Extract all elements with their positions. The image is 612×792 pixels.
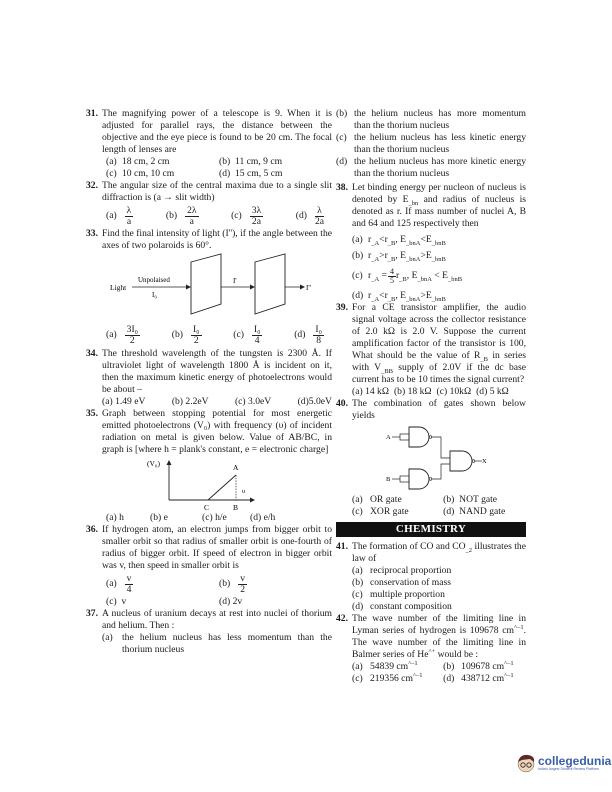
denominator: 8	[316, 334, 322, 346]
option-a[interactable]	[352, 565, 526, 577]
option-text: 14 kΩ	[365, 386, 389, 397]
i1-label: I'	[233, 277, 237, 285]
text-segment: would be :	[435, 649, 479, 660]
option-label: (a)	[352, 234, 363, 245]
question-38	[336, 182, 526, 302]
question-number: 41.	[336, 541, 348, 552]
text-segment: >E	[420, 250, 432, 261]
option-c[interactable]	[352, 589, 526, 601]
polaroid-1	[191, 254, 221, 314]
option-a[interactable]	[352, 234, 526, 246]
text-segment: r	[368, 290, 372, 301]
fraction	[238, 574, 247, 595]
option-text	[368, 270, 387, 282]
question-37-continued	[336, 108, 526, 180]
denominator: 2	[129, 334, 135, 346]
option-text: NAND gate	[459, 506, 506, 517]
superscript: ^–1	[412, 671, 423, 679]
option-text: the helium nucleus has less momentum than the thorium nucleus	[122, 632, 332, 655]
option-a[interactable]	[106, 512, 150, 524]
option-text: OR gate	[370, 494, 402, 505]
option-text: constant composition	[370, 601, 452, 612]
option-label: (b)	[171, 329, 183, 340]
option-label: (c)	[336, 132, 347, 143]
option-text: the helium nucleus has more momentum than the thorium nucleus	[354, 108, 526, 131]
polaroid-diagram	[100, 252, 330, 322]
option-label: (d)	[352, 290, 364, 301]
nand-gate-1	[409, 427, 429, 447]
option-text: 10kΩ	[449, 386, 472, 397]
question-number: 32.	[86, 180, 98, 191]
option-text: multiple proportion	[370, 589, 445, 600]
numerator: I₀	[253, 323, 261, 335]
text-segment: 219356 cm	[370, 673, 413, 684]
option-label: (c)	[352, 506, 363, 517]
subscript: _bnA	[406, 239, 421, 247]
option-c[interactable]	[106, 168, 219, 180]
option-a[interactable]	[106, 156, 219, 168]
option-d[interactable]	[476, 386, 509, 398]
superscript: ^–1	[504, 671, 514, 679]
option-label: (c)	[233, 329, 244, 340]
option-label: (d)	[219, 596, 231, 607]
option-a[interactable]	[352, 494, 443, 506]
option-b[interactable]	[150, 512, 202, 524]
fraction	[388, 268, 396, 285]
question-text: The combination of gates shown below yields	[352, 398, 526, 421]
denominator: 2a	[251, 215, 261, 227]
option-label: (b)	[219, 578, 231, 589]
question-number: 37.	[86, 608, 98, 619]
option-text: 3.0eV	[248, 396, 272, 407]
text-segment: and radius of nucleus is denoted as r. If mass number of nuclei A, B and 64 and 125 respectively then	[352, 194, 526, 229]
question-number: 31.	[86, 108, 98, 119]
question-text: The threshold wavelength of the tungsten is 2300 Å. If ultraviolet light of wavelength 1800 Å is incident on it, then the maximum kinetic energy of photoelectrons would be about –	[102, 348, 332, 395]
question-42	[336, 613, 526, 685]
option-label: (a)	[352, 565, 363, 576]
subscript: _A	[371, 255, 380, 263]
stopping-potential-graph	[102, 456, 302, 512]
option-text: v	[121, 596, 127, 607]
option-text: conservation of mass	[370, 577, 451, 588]
option-label: (a)	[106, 512, 117, 523]
option-c[interactable]	[437, 386, 472, 398]
option-a[interactable]	[106, 206, 133, 227]
numerator: 3I₀	[126, 323, 138, 335]
question-31	[86, 108, 332, 180]
option-text	[370, 661, 418, 672]
question-number: 36.	[86, 524, 98, 535]
option-label: (d)	[476, 386, 488, 397]
subscript: _B	[387, 295, 396, 303]
question-text: If hydrogen atom, an electron jumps from bigger orbit to smaller orbit so that radius of smaller orbit is one-fourth of radius of bigger orbit. If speed of electron in bigger orbit was v, then speed in smaller orbit is	[102, 524, 332, 571]
option-label: (c)	[352, 270, 363, 281]
point-b-label: B	[233, 503, 239, 512]
y-axis-label: (V₀)	[147, 459, 161, 468]
text-segment: . The wave number of the limiting line in Balmer series of He	[352, 625, 526, 660]
option-c[interactable]	[235, 396, 271, 408]
brand-name: collegedunia	[538, 753, 612, 768]
option-label: (d)	[352, 601, 364, 612]
x-axis-label: υ	[242, 488, 246, 495]
fraction	[185, 206, 198, 227]
option-text: e	[163, 512, 168, 523]
text-segment: <r	[379, 290, 388, 301]
option-label: (b)	[219, 156, 231, 167]
option-text: 1.49 eV	[115, 396, 146, 407]
text-segment: 54839 cm	[370, 661, 409, 672]
question-number: 42.	[336, 613, 348, 624]
text-segment: , E	[406, 270, 418, 281]
arrowhead	[186, 285, 191, 290]
subscript: _bnA	[406, 295, 421, 303]
subscript: _bn	[408, 199, 419, 207]
nand-gate-2	[409, 469, 429, 489]
option-label: (c)	[352, 673, 363, 684]
option-text: 10 cm, 10 cm	[122, 168, 175, 179]
option-label: (b)	[352, 577, 364, 588]
option-a[interactable]	[352, 661, 443, 673]
option-text: h	[119, 512, 124, 523]
option-label: (b)	[165, 210, 178, 221]
option-label: (d)	[294, 329, 306, 340]
option-label: (d)	[297, 396, 309, 407]
text-segment: illustrates the law of	[352, 541, 526, 564]
subscript: _BB	[381, 367, 394, 375]
text-segment: 438712 cm	[461, 673, 505, 684]
i2-label: I''	[306, 284, 311, 292]
text-segment: 109678 cm	[461, 661, 505, 672]
fraction	[313, 325, 324, 346]
option-c[interactable]	[231, 206, 263, 227]
option-label: (d)	[336, 156, 348, 167]
text-segment: , E	[395, 234, 407, 245]
option-text: 2.2eV	[185, 396, 209, 407]
option-text: reciprocal proportion	[370, 565, 452, 576]
option-text	[396, 270, 462, 282]
graph-line	[208, 475, 236, 500]
option-label: (c)	[234, 396, 246, 407]
subscript: _A	[371, 275, 380, 283]
option-d[interactable]	[298, 396, 332, 408]
denominator: 5	[389, 275, 394, 285]
question-41	[336, 541, 526, 613]
option-label: (c)	[202, 512, 213, 523]
option-d[interactable]	[219, 168, 332, 180]
question-number: 34.	[86, 348, 98, 359]
option-text: 18 cm, 2 cm	[122, 156, 170, 167]
text-segment: r	[368, 234, 372, 245]
option-label: (a)	[352, 661, 363, 672]
question-text: A nucleus of uranium decays at rest into nuclei of thorium and helium. Then :	[102, 608, 332, 631]
option-text: 2v	[232, 596, 243, 607]
option-label: (a)	[106, 210, 117, 221]
option-text: 5.0eV	[308, 396, 332, 407]
option-a[interactable]	[106, 325, 140, 346]
question-text	[352, 541, 526, 565]
option-label: (b)	[443, 661, 455, 672]
option-text: 11 cm, 9 cm	[235, 156, 283, 167]
fraction	[191, 325, 202, 346]
option-text: 5 kΩ	[489, 386, 509, 397]
option-b[interactable]	[219, 572, 332, 596]
option-text: h/e	[215, 512, 227, 523]
option-d[interactable]	[336, 156, 526, 180]
option-text: XOR gate	[370, 506, 409, 517]
option-b[interactable]	[336, 108, 526, 132]
option-c[interactable]	[352, 506, 443, 518]
option-label: (c)	[436, 386, 448, 397]
option-b[interactable]	[172, 325, 202, 346]
right-column	[336, 108, 526, 685]
denominator: 4	[254, 334, 260, 346]
numerator: λ	[317, 204, 322, 216]
subscript: _bnA	[417, 275, 432, 283]
brand-tagline: India's largest Student Review Platform	[538, 766, 599, 771]
text-segment: The formation of CO and CO	[352, 541, 466, 552]
input-a-label: A	[386, 434, 391, 441]
arrowhead	[250, 498, 255, 503]
superscript: ^–1	[504, 659, 514, 667]
option-label: (b)	[171, 396, 183, 407]
unpolarised-label: Unpolaised	[138, 276, 170, 284]
text-segment: supply of 2.0V if the dc base current has to be 10 times the signal current?	[352, 362, 526, 385]
option-text: 15 cm, 5 cm	[235, 168, 283, 179]
question-text: The angular size of the central maxima due to a single slit diffraction is (a → slit width)	[102, 180, 332, 203]
i0-label: I₀	[152, 291, 157, 299]
subscript: _bnB	[431, 255, 446, 263]
option-label: (b)	[443, 494, 455, 505]
superscript: ^+	[428, 647, 436, 655]
arrowhead	[300, 285, 305, 290]
light-label: Light	[110, 283, 127, 292]
text-segment: =	[379, 270, 387, 281]
subscript: _B	[480, 355, 488, 363]
text-segment: r	[368, 270, 372, 281]
option-text	[370, 673, 422, 684]
left-column	[86, 108, 332, 656]
denominator: 2a	[314, 215, 324, 227]
option-b[interactable]	[166, 206, 199, 227]
option-b[interactable]	[172, 396, 209, 408]
subscript: _B	[387, 239, 396, 247]
question-36	[86, 524, 332, 608]
option-text: the helium nucleus has less kinetic energy than the thorium nucleus	[354, 132, 526, 155]
option-c[interactable]	[106, 596, 219, 608]
option-a[interactable]	[352, 386, 389, 398]
input-b-block	[400, 476, 409, 482]
option-text	[368, 234, 446, 245]
text-segment: r	[368, 250, 372, 261]
option-text: e/h	[263, 512, 276, 523]
question-number: 35.	[86, 408, 98, 419]
option-label: (a)	[352, 494, 363, 505]
option-text	[368, 250, 446, 261]
question-text: Graph between stopping potential for most energetic emitted photoelectrons (V₀) with frequency (υ) of incident radiation on metal is given below. Value of AB/BC, in graph is [where h = plank's constant, e = electronic charge]	[102, 408, 332, 455]
text-segment: in series with V	[352, 350, 526, 373]
numerator: I₀	[192, 323, 200, 335]
denominator: 4	[126, 583, 132, 595]
option-label: (a)	[106, 578, 117, 589]
option-d[interactable]	[352, 601, 526, 613]
denominator: a	[126, 215, 132, 227]
option-a[interactable]	[106, 572, 219, 596]
fraction	[125, 206, 134, 227]
option-label: (d)	[295, 210, 307, 221]
option-d[interactable]	[352, 290, 526, 302]
option-a[interactable]	[102, 396, 145, 408]
mascot-icon	[516, 752, 536, 774]
point-a-label: A	[233, 463, 239, 472]
subscript: _A	[371, 239, 380, 247]
option-label: (b)	[352, 250, 364, 261]
numerator: 4	[389, 266, 394, 276]
arrowhead	[167, 460, 172, 465]
polaroid-2	[255, 254, 285, 314]
superscript: ^–1	[514, 623, 524, 631]
option-c[interactable]	[336, 132, 526, 156]
option-text: 18 kΩ	[407, 386, 432, 397]
text-segment: < E	[431, 270, 448, 281]
option-label: (d)	[250, 512, 262, 523]
question-number: 40.	[336, 398, 348, 409]
question-34	[86, 348, 332, 408]
option-text: NOT gate	[459, 494, 498, 505]
option-c[interactable]	[352, 673, 443, 685]
option-c[interactable]	[352, 266, 526, 286]
question-text	[352, 302, 526, 386]
superscript: ^–1	[408, 659, 418, 667]
option-b[interactable]	[352, 250, 526, 262]
subscript: _B	[387, 255, 396, 263]
option-text	[368, 290, 446, 301]
option-b[interactable]	[443, 494, 526, 506]
option-label: (c)	[352, 589, 363, 600]
option-label: (b)	[150, 512, 162, 523]
text-segment: r	[395, 270, 400, 281]
input-a-block	[400, 434, 409, 440]
arrowhead	[250, 285, 255, 290]
option-label: (a)	[106, 156, 117, 167]
option-label: (c)	[106, 596, 117, 607]
option-label: (b)	[336, 108, 348, 119]
subscript: _bnB	[431, 295, 446, 303]
text-segment: , E	[395, 250, 407, 261]
numerator: v	[126, 572, 132, 584]
option-label: (d)	[443, 506, 455, 517]
option-text: the helium nucleus has more kinetic energy than the thorium nucleus	[354, 156, 526, 179]
collegedunia-logo[interactable]	[516, 752, 611, 774]
option-label: (b)	[393, 386, 406, 397]
numerator: I₀	[315, 323, 322, 335]
denominator: a	[189, 215, 194, 227]
fraction	[125, 574, 134, 595]
option-label: (a)	[102, 632, 113, 643]
numerator: v	[240, 572, 245, 584]
option-label: (a)	[106, 329, 117, 340]
question-text: The magnifying power of a telescope is 9. When it is adjusted for parallel rays, the distance between the objective and the eye piece is found to be 20 cm. The focal length of lenses are	[102, 108, 332, 155]
question-35	[86, 408, 332, 524]
question-33	[86, 228, 332, 348]
subscript: _bnA	[406, 255, 421, 263]
option-d[interactable]	[443, 506, 526, 518]
option-b[interactable]	[352, 577, 526, 589]
option-label: (d)	[219, 168, 231, 179]
output-x-label: X	[482, 458, 487, 465]
subscript: _bnB	[447, 275, 463, 283]
question-text: Find the final intensity of light (I''), if the angle between the axes of two polaroids is 60°.	[102, 228, 332, 251]
numerator: 2λ	[187, 204, 197, 216]
option-d[interactable]	[219, 596, 332, 608]
subscript: _B	[399, 275, 407, 283]
option-label: (c)	[231, 210, 242, 221]
question-number: 38.	[336, 182, 348, 193]
subscript: _2	[465, 546, 473, 554]
option-d[interactable]	[250, 512, 275, 524]
question-37	[86, 608, 332, 656]
section-heading-chemistry: CHEMISTRY	[336, 522, 526, 537]
option-b[interactable]	[219, 156, 332, 168]
option-label: (a)	[102, 396, 113, 407]
option-c[interactable]	[202, 512, 250, 524]
question-text	[352, 613, 526, 661]
question-32	[86, 180, 332, 228]
fraction	[125, 325, 140, 346]
text-segment: >r	[379, 250, 388, 261]
nand-gate-3	[450, 451, 472, 471]
text-segment: For a CE transistor amplifier, the audio signal voltage across the collector resistance of 2.0 kΩ is 2.0 V. Suppose the current amplification factor of the transistor is 100, What should be the value of R	[352, 302, 526, 361]
question-text	[352, 182, 526, 230]
point-c-label: C	[204, 503, 210, 512]
option-label: (c)	[106, 168, 117, 179]
fraction	[250, 206, 263, 227]
subscript: _A	[371, 295, 380, 303]
text-segment: >E	[420, 290, 432, 301]
fraction	[315, 206, 324, 227]
text-segment: Let binding energy per nucleon of nucleus is denoted by E	[352, 182, 526, 205]
question-39	[336, 302, 526, 398]
question-40	[336, 398, 526, 518]
denominator: 2	[240, 583, 245, 595]
input-b-label: B	[386, 476, 391, 483]
text-segment: <r	[379, 234, 388, 245]
numerator: λ	[126, 204, 132, 216]
option-a[interactable]	[102, 632, 332, 656]
option-d[interactable]	[443, 673, 526, 685]
denominator: 2	[193, 334, 199, 346]
fraction	[252, 325, 263, 346]
text-segment: , E	[395, 290, 407, 301]
option-label: (a)	[352, 386, 363, 397]
question-number: 39.	[336, 302, 348, 313]
question-number: 33.	[86, 228, 98, 239]
text-segment: <E	[420, 234, 432, 245]
subscript: _bnB	[431, 239, 446, 247]
option-d[interactable]	[294, 325, 324, 346]
option-text	[461, 661, 513, 672]
option-text	[461, 673, 513, 684]
numerator: 3λ	[251, 204, 262, 216]
text-segment: The wave number of the limiting line in Lyman series of hydrogen is 109678 cm	[352, 613, 526, 636]
option-b[interactable]	[394, 386, 432, 398]
logic-gate-diagram	[352, 422, 522, 494]
option-c[interactable]	[233, 325, 262, 346]
option-label: (d)	[443, 673, 455, 684]
option-d[interactable]	[296, 206, 324, 227]
